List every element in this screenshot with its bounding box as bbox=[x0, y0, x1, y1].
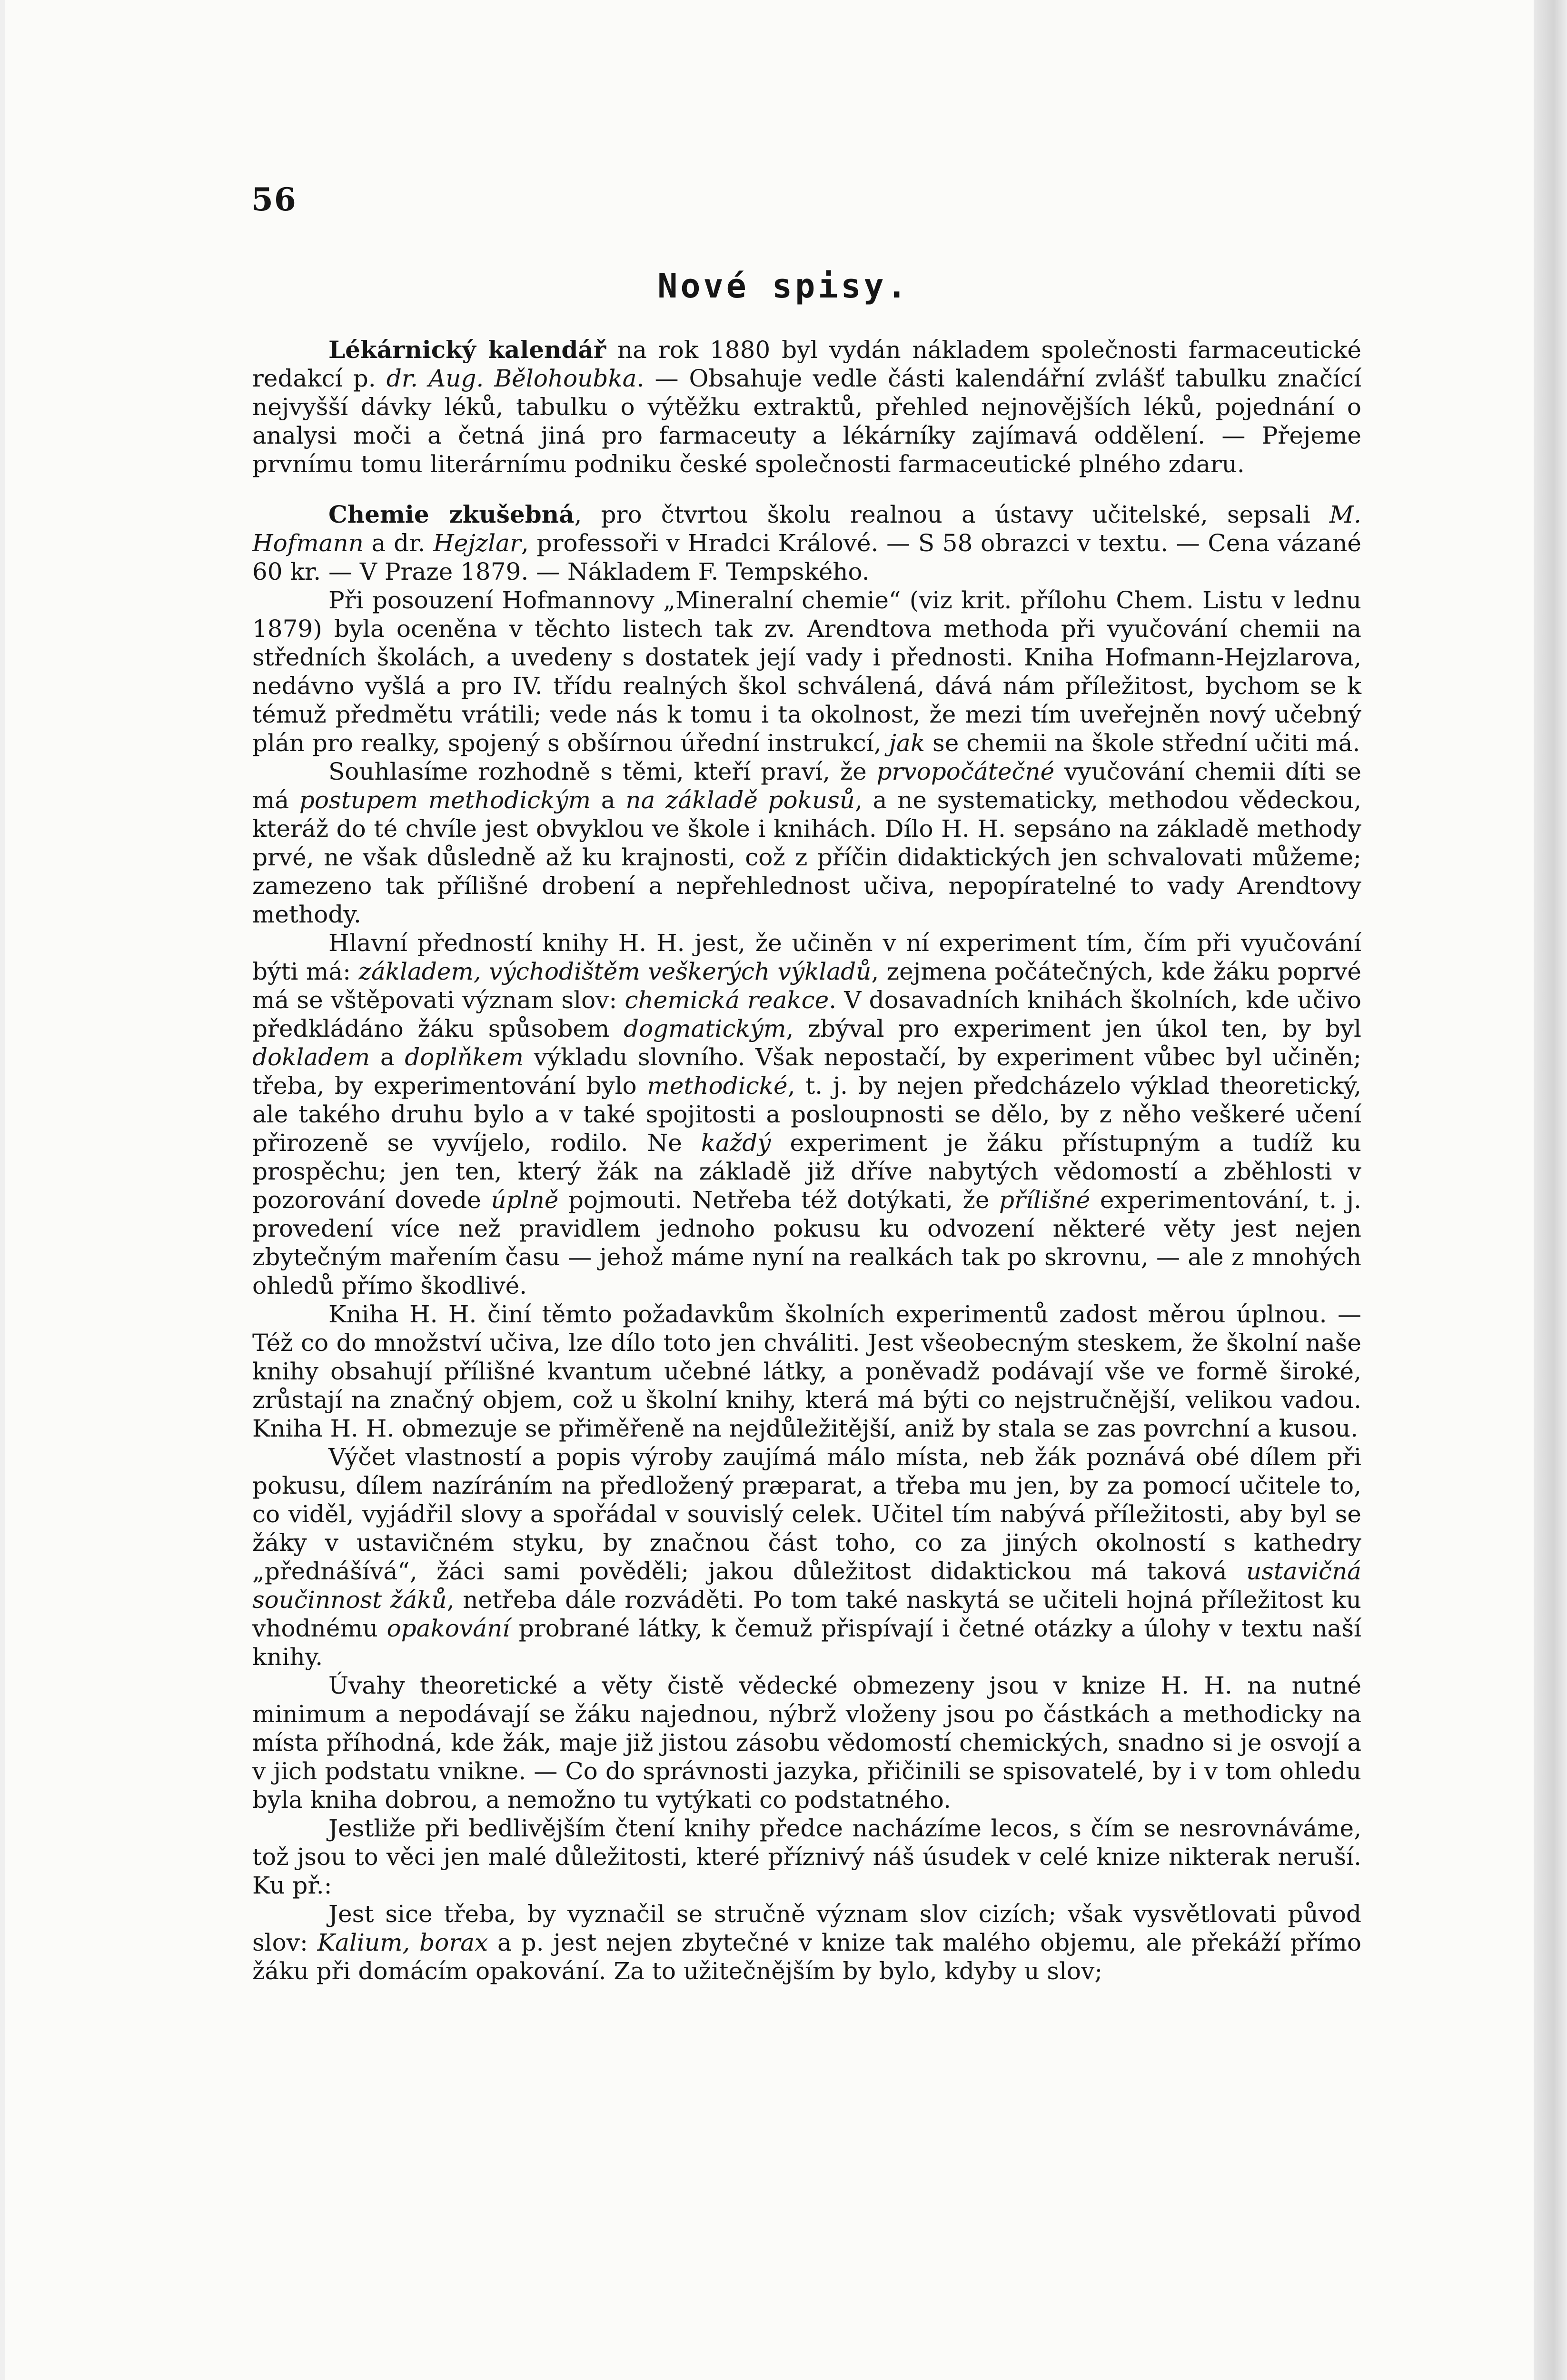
entry-lekarnicky-kalendar: Lékárnický kalendář na rok 1880 byl vydán nákladem společnosti farmaceutické redakcí p. dr. Aug. Bělohoubka. — Obsahuje vedle části kalendářní zvlášť tabulku značící nejvyšší dávky léků, tabulku o výtěžku extraktů, přehled nejnovějších léků, pojednání o analysi moči a četná jiná pro farmaceuty a lékárníky zajímavá oddělení. — Přejeme prvnímu tomu literárnímu podniku české společnosti farmaceutické plného zdaru. bbox=[252, 336, 1361, 478]
scan-edge-right bbox=[1534, 0, 1567, 2380]
paragraph: Hlavní předností knihy H. H. jest, že učiněn v ní experiment tím, čím při vyučování býti má: základem, východištěm veškerých výkladů, zejmena počátečných, kde žáku poprvé má se vštěpovati význam slov: chemická reakce. V dosavadních knihách školních, kde učivo předkládáno žáku spůsobem dogmatickým, zbýval pro experiment jen úkol ten, by byl dokladem a doplňkem výkladu slovního. Však nepostačí, by experiment vůbec byl učiněn; třeba, by experimentování bylo methodické, t. j. by nejen předcházelo výklad theoretický, ale takého druhu bylo a v také spojitosti a posloupnosti se dělo, by z něho veškeré učení přirozeně se vyvíjelo, rodilo. Ne každý experiment je žáku přístupným a tudíž ku prospěchu; jen ten, který žák na základě již dříve nabytých vědomostí a zběhlosti v pozorování dovede úplně pojmouti. Netřeba též dotýkati, že přílišné experimentování, t. j. provedení více než pravidlem jednoho pokusu ku odvození některé věty jest nejen zbytečným mařením času — jehož máme nyní na realkách tak po skrovnu, — ale z mnohých ohledů přímo škodlivé. bbox=[252, 929, 1362, 1299]
paragraph: Jest sice třeba, by vyznačil se stručně význam slov cizích; však vysvětlovati původ slov: Kalium, borax a p. jest nejen zbytečné v knize tak malého objemu, ale překáží přímo žáku při domácím opakování. Za to užitečnějším by bylo, kdyby u slov; bbox=[252, 1900, 1361, 1985]
article-body bbox=[252, 336, 1361, 1985]
paragraph: Kniha H. H. činí těmto požadavkům školních experimentů zadost měrou úplnou. — Též co do množství učiva, lze dílo toto jen chváliti. Jest všeobecným steskem, že školní naše knihy obsahují přílišné kvantum učebné látky, a poněvadž podávají vše ve formě široké, zrůstají na značný objem, což u školní knihy, která má býti co nejstručnější, velikou vadou. Kniha H. H. obmezuje se přiměřeně na nejdůležitější, aniž by stala se zas povrchní a kusou. bbox=[252, 1300, 1361, 1442]
entry-chemie-zkusebna: Chemie zkušebná, pro čtvrtou školu realnou a ústavy učitelské, sepsali M. Hofmann a dr. Hejzlar, professoři v Hradci Králové. — S 58 obrazci v textu. — Cena vázané 60 kr. — V Praze 1879. — Nákladem F. Tempského. bbox=[252, 500, 1361, 585]
author-name: Hejzlar bbox=[433, 529, 521, 557]
paragraph: Při posouzení Hofmannovy „Mineralní chemie“ (viz krit. přílohu Chem. Listu v lednu 1879) byla oceněna v těchto listech tak zv. Arendtova methoda při vyučování chemii na středních školách, a uvedeny s dostatek její vady i přednosti. Kniha Hofmann-Hejzlarova, nedávno vyšlá a pro IV. třídu realných škol schválená, dává nám příležitost, bychom se k témuž předmětu vrátili; vede nás k tomu i ta okolnost, že mezi tím uveřejněn nový učebný plán pro realky, spojený s obšírnou úřední instrukcí, jak se chemii na škole střední učiti má. bbox=[252, 586, 1361, 757]
entry-title: Chemie zkušebná bbox=[328, 500, 575, 528]
editor-name: dr. Aug. Bělohoubka bbox=[386, 365, 637, 392]
paragraph: Výčet vlastností a popis výroby zaujímá málo místa, neb žák poznává obé dílem při pokusu, dílem nazíráním na předložený præparat, a třeba mu jen, by za pomocí učitele to, co viděl, vyjádřil slovy a spořádal v souvislý celek. Učitel tím nabývá příležitosti, aby byl se žáky v ustavičném styku, by značnou část toho, co za jiných okolností s kathedry „přednášívá“, žáci sami pověděli; jakou důležitost didaktickou má taková ustavičná součinnost žáků, netřeba dále rozváděti. Po tom také naskytá se učiteli hojná příležitost ku vhodnému opakování probrané látky, k čemuž přispívají i četné otázky a úlohy v textu naší knihy. bbox=[252, 1443, 1362, 1671]
page-number: 56 bbox=[251, 181, 297, 218]
section-title: Nové spisy. bbox=[657, 267, 910, 306]
scan-edge-left bbox=[0, 0, 5, 2380]
paragraph: Jestliže při bedlivějším čtení knihy předce nacházíme lecos, s čím se nesrovnáváme, tož jsou to věci jen malé důležitosti, které příznivý náš úsudek v celé knize nikterak neruší. Ku př.: bbox=[252, 1815, 1361, 1899]
paragraph: Úvahy theoretické a věty čistě vědecké obmezeny jsou v knize H. H. na nutné minimum a nepodávají se žáku najednou, nýbrž vloženy jsou po částkách a methodicky na místa příhodná, kde žák, maje již jistou zásobu vědomostí chemických, snadno si je osvojí a v jich podstatu vnikne. — Co do správnosti jazyka, přičinili se spisovatelé, by i v tom ohledu byla kniha dobrou, a nemožno tu vytýkati co podstatného. bbox=[252, 1672, 1361, 1814]
author-name: M. Hofmann bbox=[252, 501, 1361, 557]
paragraph: Souhlasíme rozhodně s těmi, kteří praví, že prvopočátečné vyučování chemii díti se má postupem methodickým a na základě pokusů, a ne systematicky, methodou vědeckou, kteráž do té chvíle jest obvyklou ve škole i knihách. Dílo H. H. sepsáno na základě methody prvé, ne však důsledně až ku krajnosti, což z příčin didaktických jen schvalovati můžeme; zamezeno tak přílišné drobení a nepřehlednost učiva, nepopíratelné to vady Arendtovy methody. bbox=[252, 758, 1361, 928]
entry-title: Lékárnický kalendář bbox=[328, 336, 606, 364]
